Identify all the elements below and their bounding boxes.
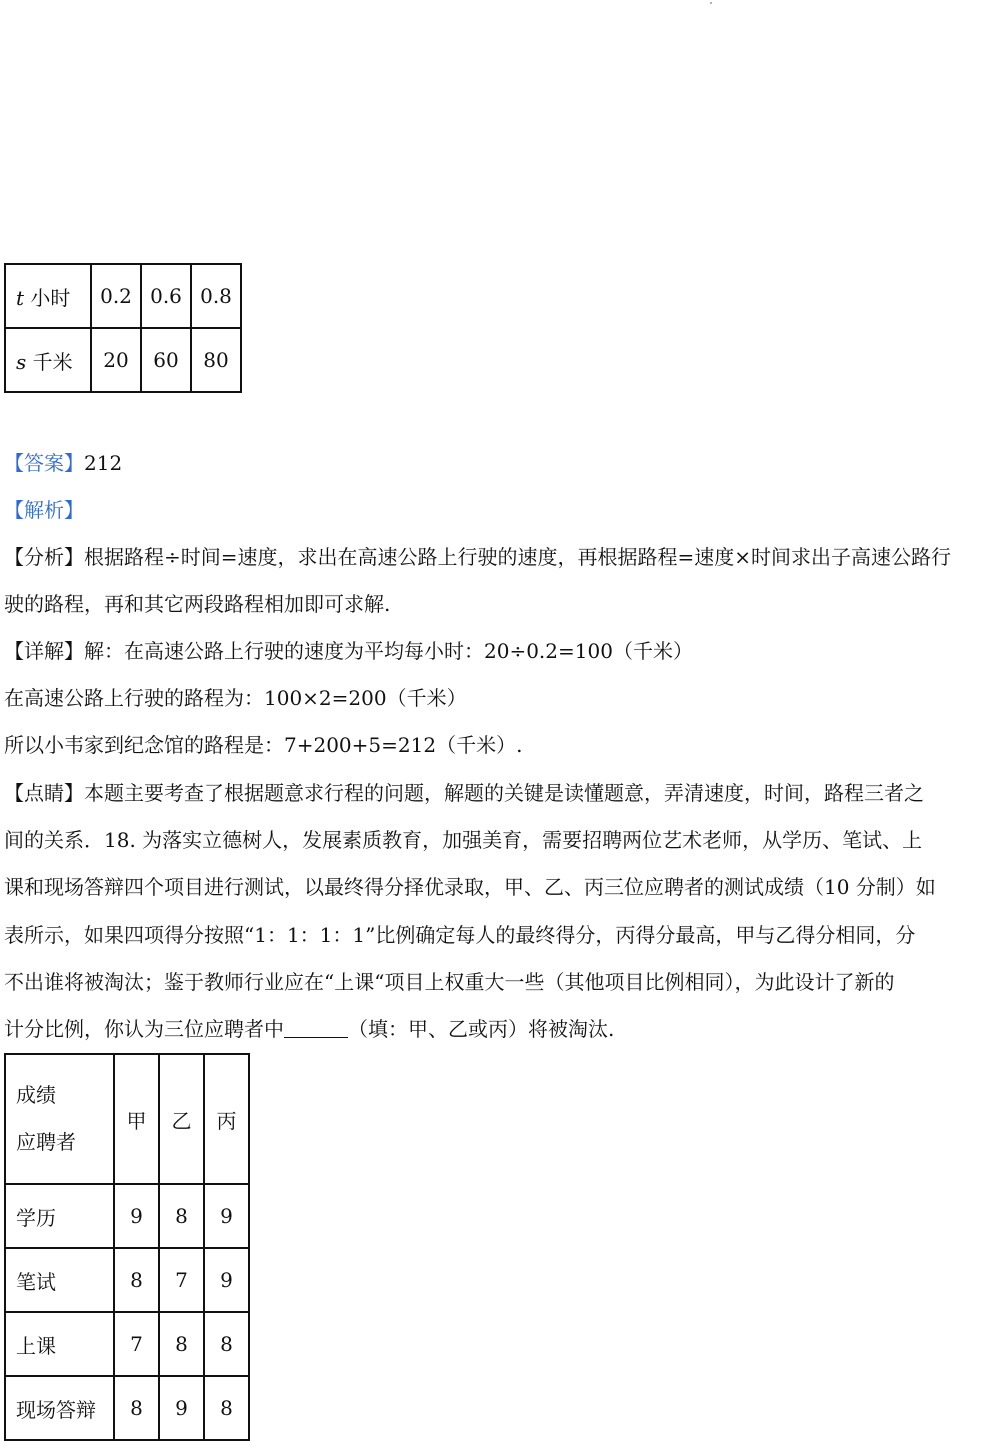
header-label: 成绩 应聘者 — [5, 1054, 114, 1184]
question-line: 不出谁将被淘汰；鉴于教师行业应在“上课“项目上权重大一些（其他项目比例相同），为此设计了新的 — [4, 970, 895, 994]
table-row — [5, 328, 241, 392]
table-row — [5, 264, 241, 328]
comment-line: 【点睛】本题主要考查了根据题意求行程的问题，解题的关键是读懂题意，弄清速度，时间，路程三者之 — [4, 781, 924, 805]
question-line: 计分比例，你认为三位应聘者中 （填：甲、乙或丙）将被淘汰. — [4, 1017, 615, 1041]
table-cell: 60 — [141, 328, 191, 392]
table-header-row — [5, 1054, 249, 1184]
answer-line — [4, 440, 984, 488]
comment-line: 间的关系．18. 为落实立德树人，发展素质教育，加强美育，需要招聘两位艺术老师，从学历、笔试、上 — [4, 828, 923, 852]
table-cell: 8 — [114, 1376, 159, 1440]
table-cell: 9 — [204, 1184, 249, 1248]
table-cell: 8 — [204, 1312, 249, 1376]
row-label: s 千米 — [5, 328, 91, 392]
table-cell: 0.6 — [141, 264, 191, 328]
table-cell: 9 — [114, 1184, 159, 1248]
table-cell: 8 — [159, 1184, 204, 1248]
time-distance-table — [4, 263, 242, 393]
table-cell: 20 — [91, 328, 141, 392]
row-label: 学历 — [5, 1184, 114, 1248]
column-header: 甲 — [114, 1054, 159, 1184]
table-cell: 7 — [114, 1312, 159, 1376]
solution-line: 【详解】解：在高速公路上行驶的速度为平均每小时：20÷0.2=100（千米） — [4, 639, 693, 663]
analysis-line: 【分析】根据路程÷时间=速度，求出在高速公路上行驶的速度，再根据路程=速度×时间求出子高速公路行 — [4, 545, 952, 569]
table-row — [5, 1376, 249, 1440]
table-cell: 8 — [159, 1312, 204, 1376]
question-line: 表所示，如果四项得分按照“1：1：1：1”比例确定每人的最终得分，丙得分最高，甲与乙得分相同，分 — [4, 923, 916, 947]
row-label: t 小时 — [5, 264, 91, 328]
answer-blank — [284, 1015, 348, 1038]
scores-table — [4, 1053, 250, 1441]
table-cell: 8 — [114, 1248, 159, 1312]
answer-value: 212 — [84, 451, 123, 475]
scan-dot — [710, 2, 712, 4]
column-header: 丙 — [204, 1054, 249, 1184]
table-cell: 7 — [159, 1248, 204, 1312]
table-cell: 80 — [191, 328, 241, 392]
table-row — [5, 1248, 249, 1312]
solution-line: 在高速公路上行驶的路程为：100×2=200（千米） — [4, 686, 467, 710]
table-cell: 0.8 — [191, 264, 241, 328]
answer-tag: 【答案】 — [4, 451, 84, 475]
table-cell: 9 — [159, 1376, 204, 1440]
table-cell: 8 — [204, 1376, 249, 1440]
analysis-line: 驶的路程，再和其它两段路程相加即可求解. — [4, 592, 391, 616]
row-label: 上课 — [5, 1312, 114, 1376]
question-line: 课和现场答辩四个项目进行测试，以最终得分择优录取，甲、乙、丙三位应聘者的测试成绩（10 分制）如 — [4, 875, 936, 899]
analysis-heading: 【解析】 — [4, 498, 84, 522]
table-row — [5, 1184, 249, 1248]
column-header: 乙 — [159, 1054, 204, 1184]
table-row — [5, 1312, 249, 1376]
table-cell: 9 — [204, 1248, 249, 1312]
row-label: 笔试 — [5, 1248, 114, 1312]
table-cell: 0.2 — [91, 264, 141, 328]
solution-line: 所以小韦家到纪念馆的路程是：7+200+5=212（千米）. — [4, 733, 523, 757]
row-label: 现场答辩 — [5, 1376, 114, 1440]
